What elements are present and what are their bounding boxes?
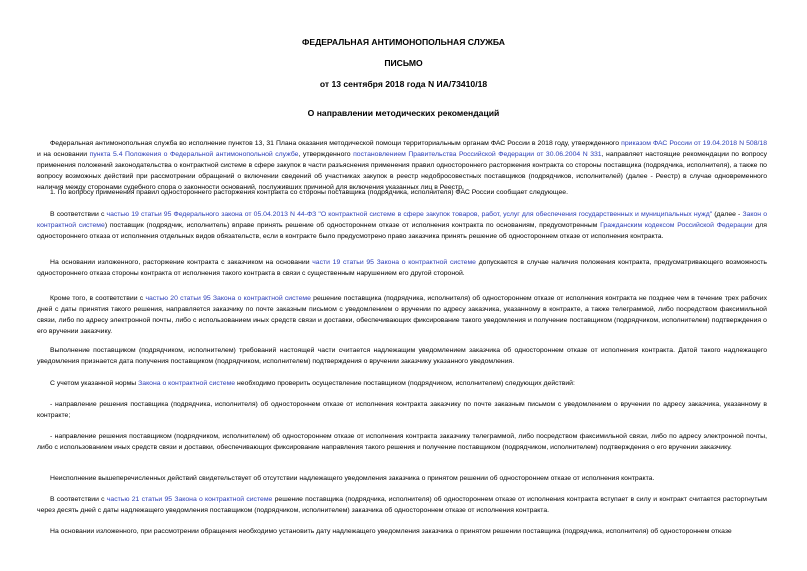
paragraph-notification — [37, 346, 767, 368]
paragraph-part-19 — [37, 210, 767, 243]
paragraph-text: допускается в случае наличия положения контракта, предусматривающего возможность одностороннего отказа стороны контракта от исполнения такого контракта в связи с существенным нарушением его другой стороной. — [37, 259, 767, 277]
paragraph-text: ) поставщик (подрядчик, исполнитель) вправе принять решение об одностороннем отказе от исполнения контракта по основаниям, предусмотренным — [104, 221, 601, 229]
legal-reference-link[interactable]: пункта 5.4 Положения о Федеральной антимонопольной службе — [89, 150, 299, 158]
paragraph-conclusion-19 — [37, 258, 767, 280]
paragraph-text: решение поставщика (подрядчика, исполнителя) об одностороннем отказе от исполнения контракта не позднее чем в течение трех рабочих дней с даты принятия такого решения, направляется заказчику по почте заказным письмом с уведомлением о вручении по адресу заказчика, указанному в контракте, а также телеграммой, либо посредством факсимильной связи, либо по адресу электронной почты, либо с использованием иных средств связи и доставки, обеспечивающих фиксирование такого уведомления и получение поставщиком (подрядчиком, исполнителем) подтверждения о его вручении заказчику. — [37, 295, 767, 335]
paragraph-text: На основании изложенного, при рассмотрении обращения необходимо установить дату надлежащего уведомления заказчика о принятом решении поставщика (подрядчика, исполнителя) об одностороннем отказе — [50, 528, 732, 535]
paragraph-text: На основании изложенного, расторжение контракта с заказчиком на основании — [50, 259, 313, 266]
legal-reference-link[interactable]: Гражданским кодексом Российской Федерации — [600, 221, 753, 229]
legal-reference-link[interactable]: Закон о контрактной системе — [37, 211, 767, 229]
paragraph-text: (далее - — [712, 211, 743, 218]
paragraph-text: С учетом указанной нормы — [50, 380, 139, 387]
paragraph-text: решение поставщика (подрядчика, исполнителя) об одностороннем отказе от исполнения контракта вступает в силу и контракт считается расторгнутым через десять дней с даты надлежащего уведомления поставщиком (подрядчиком, исполнителем) заказчика об одностороннем отказе от исполнения контракта. — [37, 496, 767, 514]
legal-reference-link[interactable]: приказом ФАС России от 19.04.2018 N 508/18 — [621, 140, 768, 147]
paragraph-actions-intro — [37, 379, 767, 390]
paragraph-text: Выполнение поставщиком (подрядчиком, исполнителем) требований настоящей части считается надлежащим уведомлением заказчика об одностороннем отказе от исполнения контракта. Датой такого надлежащего уведомления признается дата получения поставщиком (подрядчиком, исполнителем) подтверждения о вручении заказчику указанного уведомления. — [37, 347, 767, 365]
paragraph-part-21 — [37, 495, 767, 517]
legal-reference-link[interactable]: частью 20 статьи 95 Закона о контрактной системе — [145, 295, 311, 302]
paragraph-text: Кроме того, в соответствии с — [50, 295, 146, 302]
paragraph-section-1 — [37, 188, 767, 199]
paragraph-text: Неисполнение вышеперечисленных действий свидетельствует об отсутствии надлежащего уведомления заказчика о принятом решении об одностороннем отказе от исполнения контракта. — [50, 475, 655, 482]
paragraph-text: 1. По вопросу применения правил одностороннего расторжения контракта со стороны поставщика (подрядчика, исполнителя) ФАС России сообщает следующее. — [50, 189, 568, 196]
paragraph-text: , утвержденного — [298, 150, 354, 158]
paragraph-text: Федеральная антимонопольная служба во исполнение пунктов 13, 31 Плана оказания методической помощи территориальным органам ФАС России в 2018 году, утвержденного — [50, 140, 622, 147]
legal-reference-link[interactable]: части 19 статьи 95 Закона о контрактной системе — [312, 259, 476, 266]
paragraph-action-mail — [37, 400, 767, 422]
paragraph-action-other — [37, 432, 767, 454]
paragraph-text: В соответствии с — [50, 496, 107, 503]
paragraph-part-20 — [37, 294, 767, 338]
paragraph-text: - направление решения поставщиком (подрядчиком, исполнителем) об одностороннем отказе от исполнения контракта заказчику телеграммой, либо посредством факсимильной связи, либо по адресу электронной почты, либо с использованием иных средств связи и доставки, обеспечивающих фиксирование направления такого решения и получение поставщиком (подрядчиком, исполнителем) подтверждения о его вручении заказчику. — [37, 433, 767, 451]
document-subject: О направлении методических рекомендаций — [307, 108, 500, 118]
legal-reference-link[interactable]: частью 19 статьи 95 Федерального закона от 05.04.2013 N 44-ФЗ "О контрактной системе в сфере закупок товаров, работ, услуг для обеспечения государственных и муниципальных нужд" — [106, 211, 713, 218]
document-type: ПИСЬМО — [384, 58, 423, 68]
paragraph-text: , направляет настоящие рекомендации по вопросу применения положений законодательства о контрактной системе в сфере закупок в части разъяснения применения правил одностороннего расторжения контракта со стороны поставщика (подрядчика, исполнителя), а также по вопросу возможных действий при рассмотрении обращений о включении сведений об участниках закупок в реестр недобросовестных поставщиков (подрядчиков, исполнителей) (далее - Реестр) в случае одновременного наличия между сторонами судебного спора о законности оснований, послуживших причиной для включения указанных лиц в Реестр. — [37, 150, 768, 191]
paragraph-text: - направление решения поставщика (подрядчика, исполнителя) об одностороннем отказе от исполнения контракта заказчику по почте заказным письмом с уведомлением о вручении по адресу заказчика, указанному в контракте; — [37, 401, 767, 419]
paragraph-non-fulfillment — [37, 474, 767, 485]
paragraph-text: В соответствии с — [50, 211, 107, 218]
paragraph-text: и на основании — [37, 150, 90, 158]
paragraph-final — [37, 527, 767, 538]
legal-reference-link[interactable]: Закона о контрактной системе — [138, 380, 236, 387]
agency-title: ФЕДЕРАЛЬНАЯ АНТИМОНОПОЛЬНАЯ СЛУЖБА — [302, 37, 505, 47]
paragraph-text: необходимо проверить осуществление поставщиком (подрядчиком, исполнителем) следующих действий: — [235, 380, 575, 387]
legal-reference-link[interactable]: частью 21 статьи 95 Закона о контрактной системе — [106, 496, 273, 503]
paragraph-intro — [37, 139, 767, 194]
paragraph-text: для одностороннего отказа от исполнения отдельных видов обязательств, если в контракте было предусмотрено право заказчика принять решение об одностороннем отказе от исполнения контракта. — [37, 221, 767, 240]
document-date: от 13 сентября 2018 года N ИА/73410/18 — [319, 79, 488, 89]
legal-reference-link[interactable]: постановлением Правительства Российской Федерации от 30.06.2004 N 331 — [353, 150, 602, 158]
